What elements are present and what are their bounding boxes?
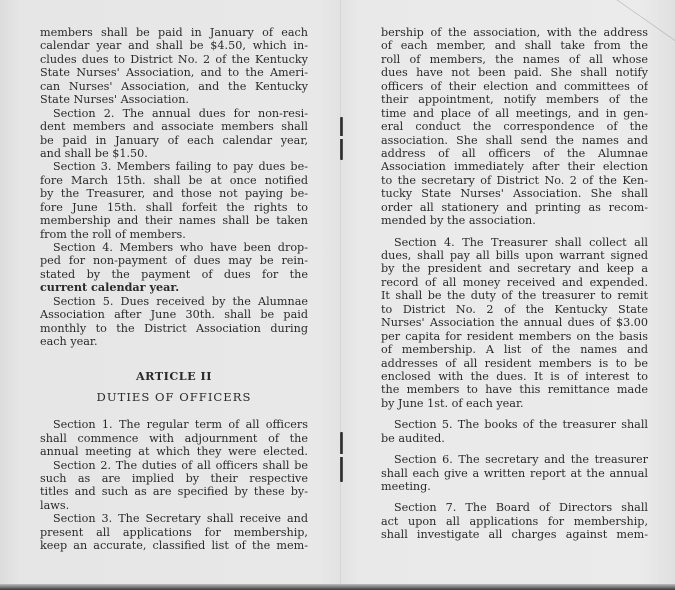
text-line: from the roll of members. (40, 227, 186, 241)
text-line: of each member, and shall take from the (381, 39, 648, 53)
officers-section-1 (40, 418, 308, 458)
text-line: cludes dues to District No. 2 of the Kentucky (40, 52, 308, 66)
text-line: titles and such as are specified by these by- (40, 485, 308, 499)
text-line: to District No. 2 of the Kentucky State (381, 302, 648, 316)
text-line: annual meeting at which they were elected. (40, 445, 308, 459)
reports-section-6 (381, 453, 648, 493)
text-line: Association immediately after their election (381, 160, 648, 174)
top-staple-icon (340, 117, 343, 160)
text-line: be audited. (381, 431, 445, 445)
text-line: act upon all applications for membership, (381, 514, 648, 528)
text-line: calendar year and shall be $4.50, which in- (40, 39, 308, 53)
text-line: bership of the association, with the address (381, 26, 648, 39)
text-line: of membership. A list of the names and (381, 343, 648, 357)
text-line: dues, shall pay all bills upon warrant signed (381, 249, 648, 262)
text-line: Section 4. Members who have been drop- (53, 241, 308, 254)
text-line: Section 6. The secretary and the treasurer (394, 453, 648, 467)
text-line: record of all money received and expended. (381, 275, 648, 289)
text-line: keep an accurate, classified list of the mem- (40, 539, 308, 553)
dues-paragraph (40, 26, 308, 107)
article-title: DUTIES OF OFFICERS (96, 390, 252, 405)
text-line: can Nurses' Association, and the Kentucky (40, 79, 308, 93)
officers-section-3 (40, 512, 308, 552)
text-line: such as are implied by their respective (40, 472, 308, 485)
text-line: laws. (40, 498, 70, 512)
text-line: It shall be the duty of the treasurer to remit (381, 289, 648, 303)
dues-section-3 (40, 160, 308, 241)
text-line: dent members and associate members shall (40, 120, 308, 134)
text-line: enclosed with the dues. It is of interest to (381, 369, 648, 383)
text-line: each year. (40, 335, 98, 349)
center-fold (340, 0, 341, 590)
text-line: present all applications for membership, (40, 525, 308, 539)
text-line: Section 3. The Secretary shall receive and (53, 512, 308, 526)
text-line: the members to have this remittance made (381, 383, 648, 397)
text-line: membership and their names shall be taken (40, 214, 308, 228)
text-line: by June 1st. of each year. (381, 396, 524, 410)
text-line: monthly to the District Association during (40, 321, 308, 335)
text-line: to the secretary of District No. 2 of the Ken- (381, 173, 648, 187)
text-line: Section 4. The Treasurer shall collect all (394, 235, 648, 249)
left-page (40, 26, 308, 553)
treasurer-section-5 (381, 418, 648, 445)
text-line: by the president and secretary and keep a (381, 262, 648, 276)
treasurer-section-4 (381, 236, 648, 411)
text-line: members shall be paid in January of each (40, 26, 308, 39)
text-line: be paid in January of each calendar year, (40, 133, 308, 147)
page-bottom-edge (0, 584, 675, 590)
text-line: shall commence with adjournment of the (40, 431, 308, 445)
text-line: and shall be $1.50. (40, 146, 148, 160)
board-section-7 (381, 501, 648, 541)
text-line: ped for non-payment of dues may be rein- (40, 254, 308, 268)
text-line: Section 3. Members failing to pay dues be- (53, 160, 308, 174)
text-line: officers of their election and committees of (381, 79, 648, 93)
right-page (381, 26, 648, 542)
text-line: State Nurses' Association. (40, 93, 189, 107)
text-line: shall each give a written report at the annual (381, 466, 648, 480)
secretary-duties-continued (381, 26, 648, 228)
text-line: address of all officers of the Alumnae (381, 146, 648, 160)
text-line: tucky State Nurses' Association. She shall (381, 187, 648, 201)
text-line: meeting. (381, 480, 431, 493)
text-line: fore March 15th. shall be at once notified (40, 173, 308, 187)
article-heading: ARTICLE II (136, 368, 212, 383)
text-line: eral conduct the correspondence of the (381, 120, 648, 134)
text-line: stated by the payment of dues for the (40, 267, 308, 281)
dues-section-4 (40, 241, 308, 295)
dues-section-2 (40, 107, 308, 161)
text-line: Section 2. The annual dues for non-resi- (53, 106, 308, 120)
text-line: Section 1. The regular term of all officers (53, 418, 308, 432)
text-line: Section 5. The books of the treasurer shall (394, 418, 648, 432)
dues-section-5 (40, 295, 308, 349)
text-line: current calendar year. (40, 281, 180, 295)
text-line: by the Treasurer, and those not paying be- (40, 187, 308, 201)
text-line: State Nurses' Association, and to the Ameri- (40, 66, 308, 80)
text-line: Section 7. The Board of Directors shall (394, 501, 648, 515)
text-line: time and place of all meetings, and in gen- (381, 106, 648, 120)
text-line: Nurses' Association the annual dues of $3.00 (381, 316, 648, 330)
text-line: addresses of all resident members is to be (381, 356, 648, 370)
text-line: Association after June 30th. shall be paid (40, 308, 308, 322)
text-line: mended by the association. (381, 214, 536, 228)
bottom-staple-icon (340, 432, 343, 482)
text-line: association. She shall send the names and (381, 133, 648, 147)
text-line: roll of members, the names of all whose (381, 52, 648, 66)
text-line: fore June 15th. shall forfeit the rights to (40, 200, 308, 214)
text-line: Section 5. Dues received by the Alumnae (53, 294, 308, 308)
officers-section-2 (40, 459, 308, 513)
text-line: per capita for resident members on the basis (381, 329, 648, 343)
text-line: order all stationery and printing as recom- (381, 200, 648, 214)
text-line: shall investigate all charges against mem- (381, 528, 648, 542)
text-line: Section 2. The duties of all officers shall be (53, 458, 308, 472)
text-line: dues have not been paid. She shall notify (381, 66, 648, 80)
text-line: their appointment, notify members of the (381, 93, 648, 107)
